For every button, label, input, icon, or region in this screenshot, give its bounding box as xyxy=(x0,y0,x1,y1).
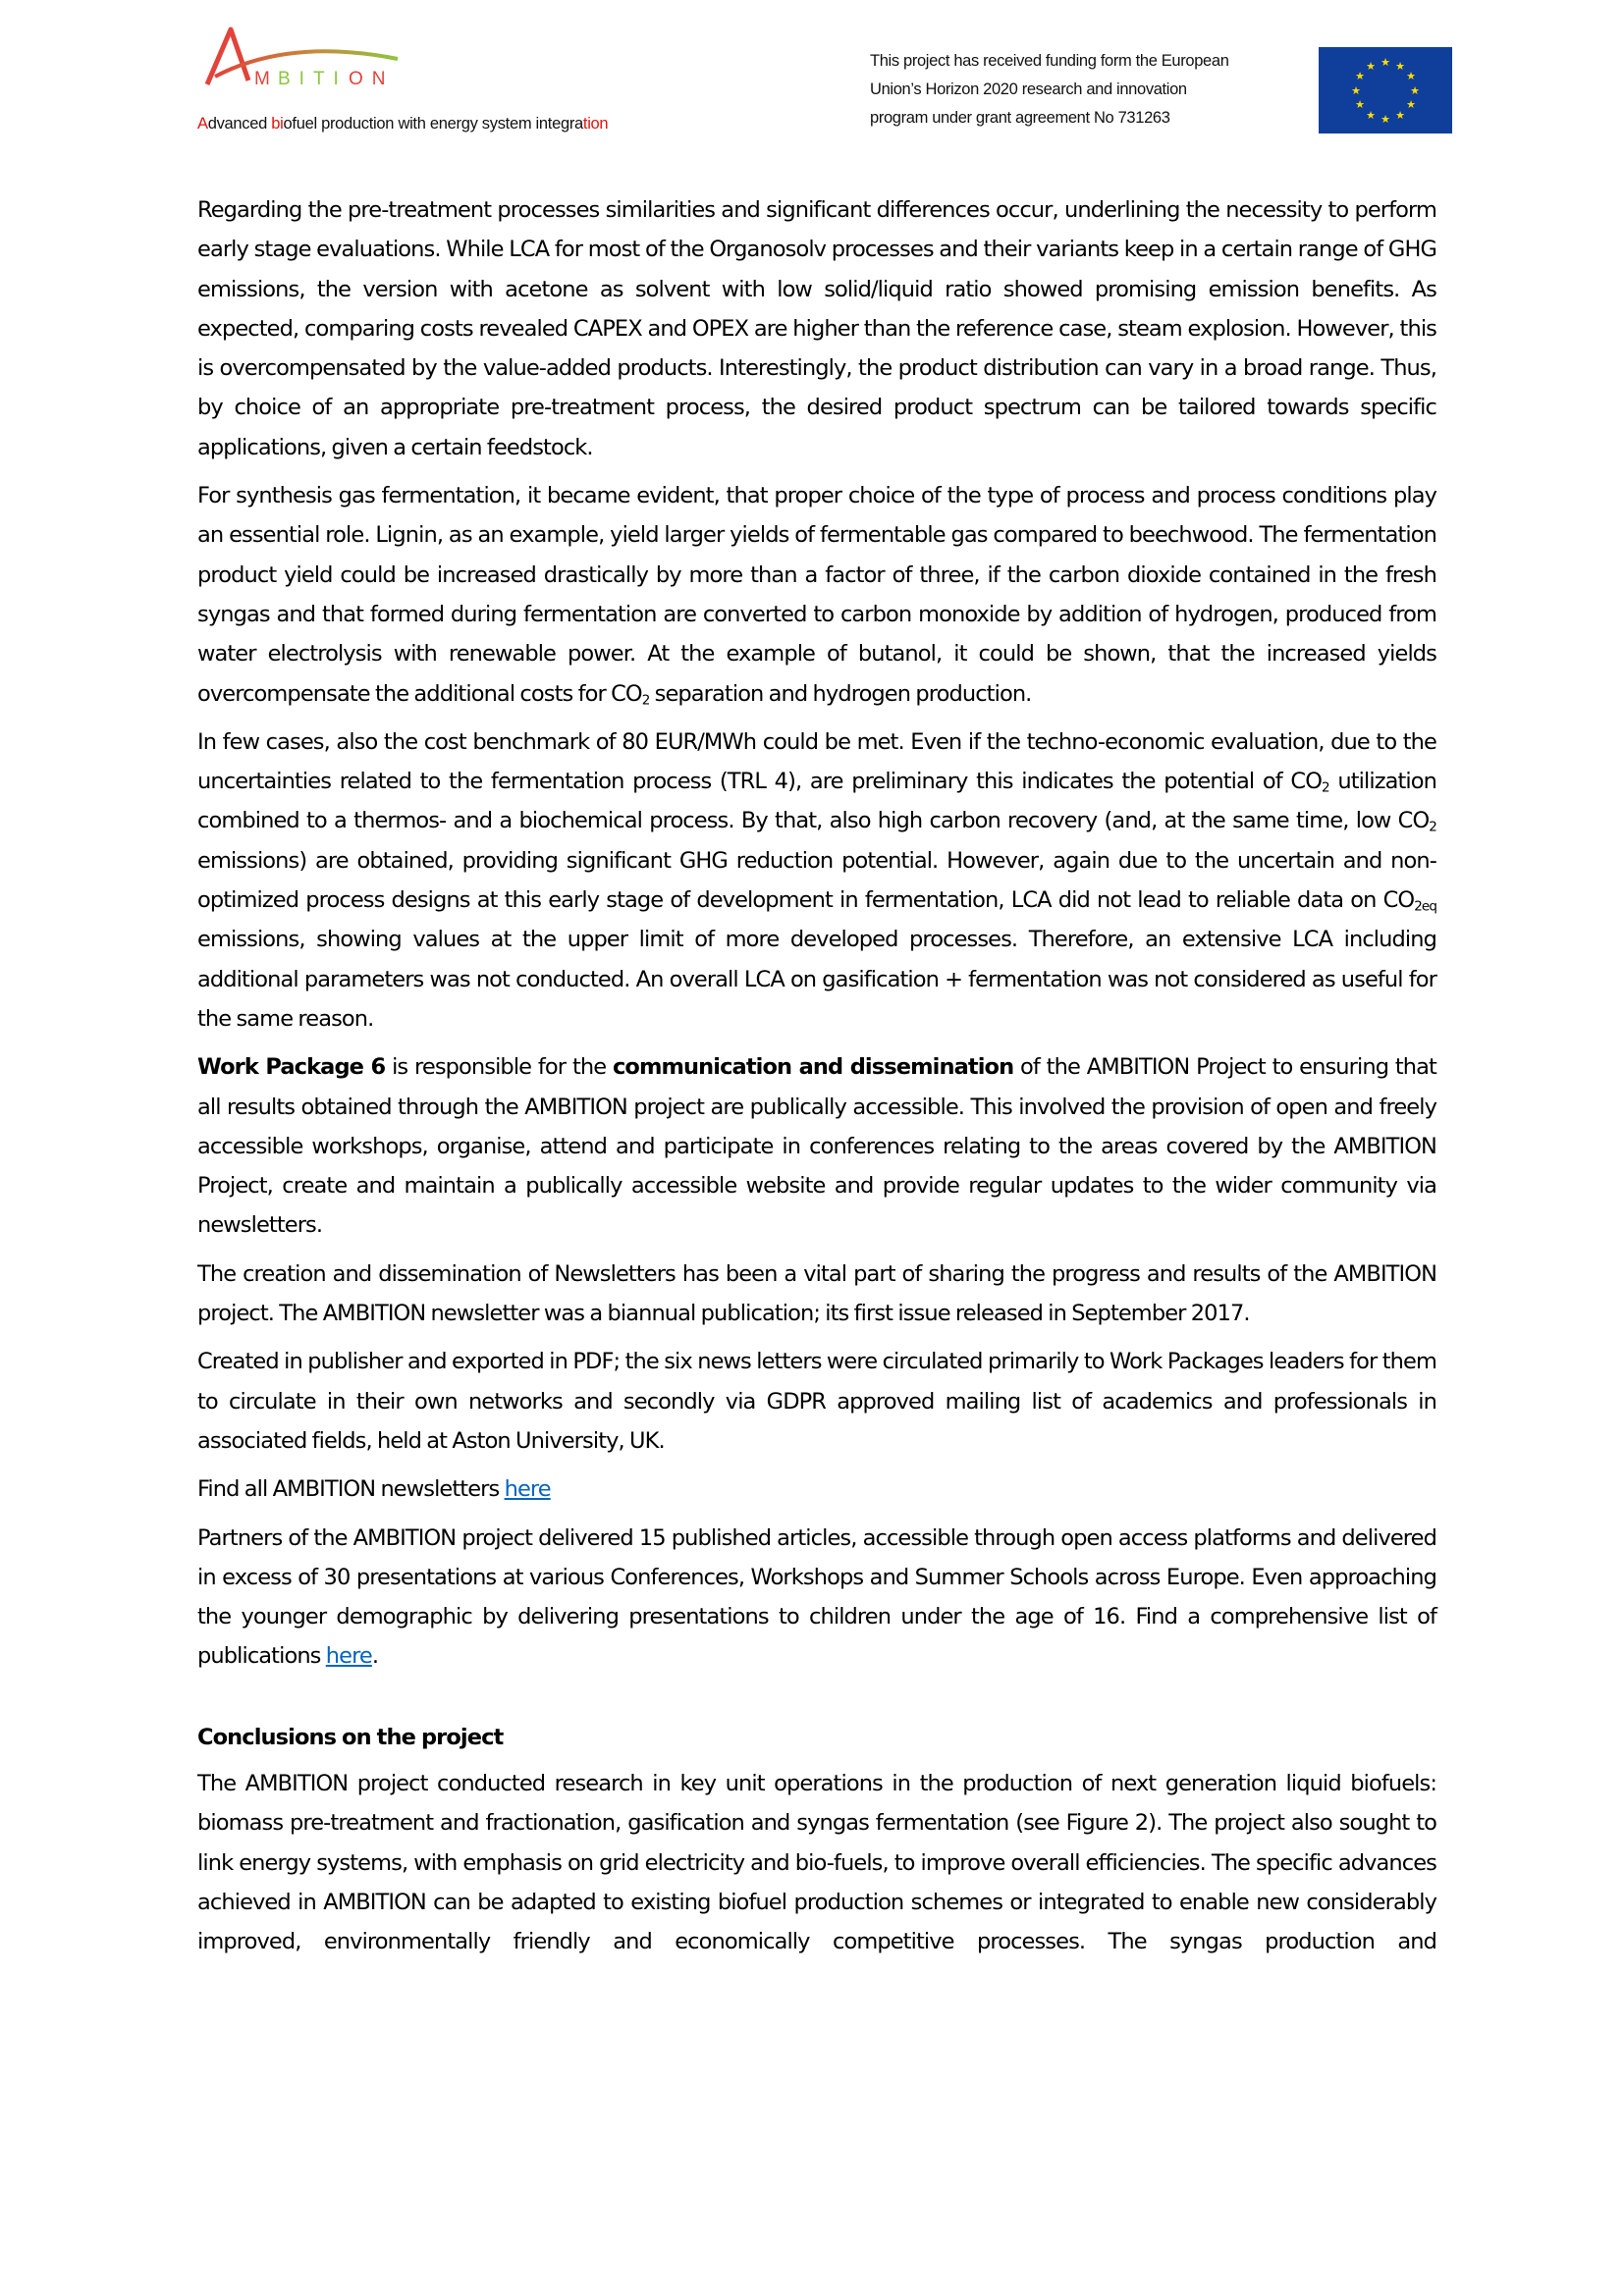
text: In few cases, also the cost benchmark of 80 EUR/MWh could be met. Even if the techno-economic evaluation, due to the uncertainties related to the fermentation process (TRL 4), are preliminary this indicates the potential of CO xyxy=(197,728,1436,795)
text: utilization combined to a thermos- and a biochemical process. By that, also high carbon recovery (and, at the same time, low CO xyxy=(197,769,1436,834)
paragraph-conclusions: The AMBITION project conducted research in key unit operations in the production of next generation liquid biofuels: biomass pre-treatment and fractionation, gasification and syngas fermentation (see Figure 2). The project also sought to link energy systems, with emphasis on grid electricity and bio-fuels, to improve overall efficiencies. The specific advances achieved in AMBITION can be adapted to existing biofuel production schemes or integrated to enable new considerably improved, environmentally friendly and economically competitive processes. The syngas production and xyxy=(197,1770,1436,1955)
text: Partners of the AMBITION project delivered 15 published articles, accessible through open access platforms and delivered in excess of 30 presentations at various Conferences, Workshops and Summer Schools across Europe. Even approaching the younger demographic by delivering presentations to children under the age of 16. Find a comprehensive list of publications xyxy=(197,1524,1436,1670)
funding-line: program under grant agreement No 731263 xyxy=(870,109,1170,127)
subscript: 2 xyxy=(1429,819,1436,835)
text: is responsible for the xyxy=(385,1054,613,1081)
tagline-a: A xyxy=(197,115,208,133)
bold-text: communication and dissemination xyxy=(612,1054,1014,1081)
subscript: 2 xyxy=(641,691,650,708)
text: . xyxy=(371,1643,379,1670)
conclusions-heading: Conclusions on the project xyxy=(197,1724,504,1750)
text: of the AMBITION Project to ensuring that all results obtained through the AMBITION project are publically accessible. This involved the provision of open and freely accessible workshops, organise, attend and participate in conferences relating to the areas covered by the AMBITION Project, create and maintain a publically accessible website and provide regular updates to the wider community via newsletters. xyxy=(197,1054,1436,1239)
svg-text:★: ★ xyxy=(1406,99,1416,111)
page-header xyxy=(0,0,1624,157)
subscript: 2eq xyxy=(1414,898,1436,915)
paragraph-find-newsletters xyxy=(197,1469,1436,1509)
tagline-tion: tion xyxy=(582,115,609,133)
paragraph-syngas-fermentation xyxy=(197,476,1436,714)
svg-text:M: M xyxy=(254,69,279,89)
tagline-bi: bi xyxy=(271,115,284,133)
project-tagline xyxy=(197,115,608,133)
paragraph-cost-benchmark xyxy=(197,722,1436,1039)
svg-text:★: ★ xyxy=(1355,99,1365,111)
funding-line: Union’s Horizon 2020 research and innovation xyxy=(870,80,1187,98)
ambition-logo xyxy=(201,24,427,92)
paragraph-newsletters: The creation and dissemination of Newsletters has been a vital part of sharing the progress and results of the AMBITION project. The AMBITION newsletter was a biannual publication; its first issue released in September 2017. xyxy=(197,1260,1436,1327)
funding-statement xyxy=(870,47,1302,133)
eu-flag-icon xyxy=(1319,47,1452,133)
svg-text:★: ★ xyxy=(1410,85,1420,97)
tagline-dvanced: dvanced xyxy=(207,115,272,133)
svg-text:ON: ON xyxy=(349,69,395,89)
publications-here-link[interactable]: here xyxy=(325,1643,372,1670)
subscript: 2 xyxy=(1322,779,1329,796)
paragraph-pretreatment: Regarding the pre-treatment processes similarities and significant differences occur, underlining the necessity to perform early stage evaluations. While LCA for most of the Organosolv processes and their variants keep in a certain range of GHG emissions, the version with acetone as solvent with low solid/liquid ratio showed promising emission benefits. As expected, comparing costs revealed CAPEX and OPEX are higher than the reference case, steam explosion. However, this is overcompensated by the value-added products. Interestingly, the product distribution can vary in a broad range. Thus, by choice of an appropriate pre-treatment process, the desired product spectrum can be tailored towards specific applications, given a certain feedstock. xyxy=(197,197,1436,460)
text: emissions) are obtained, providing significant GHG reduction potential. However, again due to the uncertain and non-optimized process designs at this early stage of development in fermentation, LCA did not lead to reliable data on CO xyxy=(197,847,1436,914)
paragraph-work-package-6 xyxy=(197,1047,1436,1245)
paragraph-partners xyxy=(197,1519,1436,1677)
text: For synthesis gas fermentation, it became evident, that proper choice of the type of process and process conditions play an essential role. Lignin, as an example, yield larger yields of fermentable gas compared to beechwood. The fermentation product yield could be increased drastically by more than a factor of three, if the carbon dioxide contained in the fresh syngas and that formed during fermentation are converted to carbon monoxide by addition of hydrogen, produced from water electrolysis with renewable power. At the example of butanol, it could be shown, that the increased yields overcompensate the additional costs for CO xyxy=(197,483,1436,707)
ambition-logo-icon xyxy=(201,24,437,92)
svg-text:★: ★ xyxy=(1406,71,1416,82)
svg-text:★: ★ xyxy=(1395,110,1405,122)
text: Find all AMBITION newsletters xyxy=(197,1476,505,1503)
paragraph-publisher: Created in publisher and exported in PDF; the six news letters were circulated primarily to Work Packages leaders for them to circulate in their own networks and secondly via GDPR approved mailing list of academics and professionals in associated fields, held at Aston University, UK. xyxy=(197,1349,1436,1454)
svg-text:★: ★ xyxy=(1355,71,1365,82)
svg-text:★: ★ xyxy=(1395,61,1405,73)
funding-line: This project has received funding form the European xyxy=(870,52,1229,70)
text: separation and hydrogen production. xyxy=(649,680,1032,707)
bold-text: Work Package 6 xyxy=(197,1054,386,1081)
svg-text:★: ★ xyxy=(1366,110,1376,122)
svg-text:★: ★ xyxy=(1366,61,1376,73)
newsletters-here-link[interactable]: here xyxy=(504,1476,551,1503)
svg-text:★: ★ xyxy=(1351,85,1361,97)
text: emissions, showing values at the upper limit of more developed processes. Therefore, an extensive LCA including additional parameters was not conducted. An overall LCA on gasification + fermentation was not considered as useful for the same reason. xyxy=(197,927,1436,1032)
svg-text:★: ★ xyxy=(1380,114,1390,126)
tagline-middle: ofuel production with energy system integra xyxy=(283,115,583,133)
svg-text:BITI: BITI xyxy=(278,69,348,89)
svg-text:★: ★ xyxy=(1380,57,1390,69)
document-body xyxy=(197,190,1436,1970)
